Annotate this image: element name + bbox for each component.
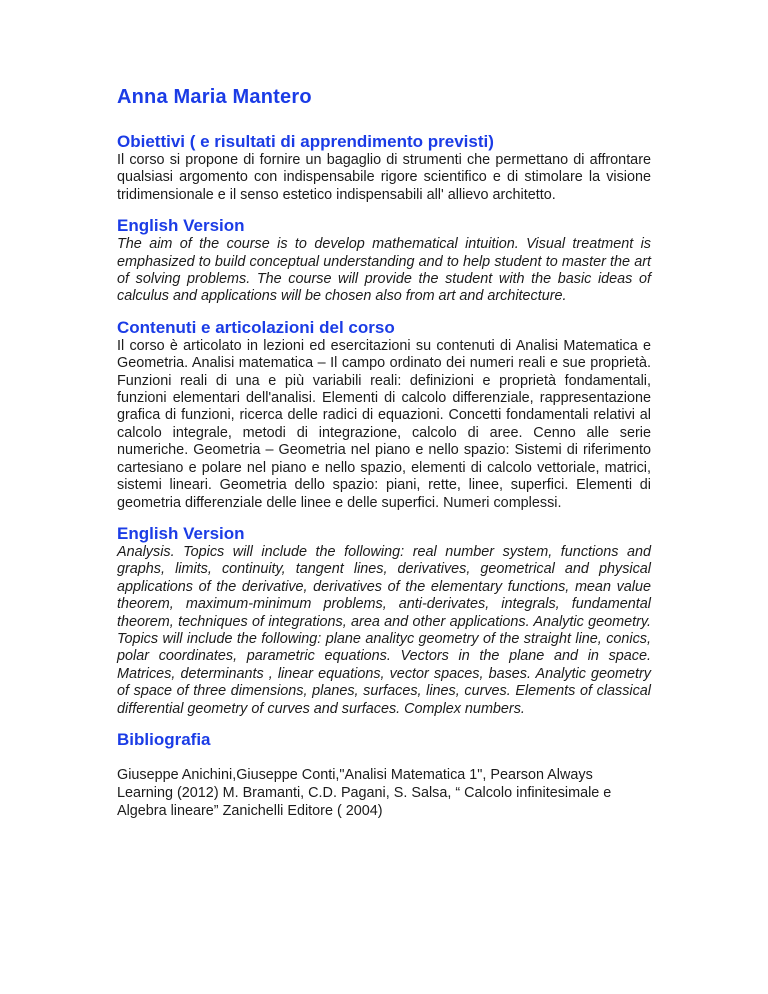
- section-body-english-version-1: The aim of the course is to develop mathematical intuition. Visual treatment is emphasized to build conceptual understanding and to help student to master the art of solving problems. The course will provide the student with the basic ideas of calculus and applications will be chosen also from art and architecture.: [117, 236, 651, 305]
- section-english-version-1: [117, 216, 651, 306]
- section-body-bibliografia: Giuseppe Anichini,Giuseppe Conti,"Analisi Matematica 1", Pearson Always Learning (2012) M. Bramanti, C.D. Pagani, S. Salsa, “ Calcolo infinitesimale e Algebra lineare” Zanichelli Editore ( 2004): [117, 766, 612, 819]
- section-bibliografia: [117, 730, 651, 820]
- section-body-obiettivi: Il corso si propone di fornire un bagaglio di strumenti che permettano di affrontare qualsiasi argomento con indispensabile rigore scientifico e di stimolare la visione tridimensionale e il senso estetico indispensabili all' allievo architetto.: [117, 152, 651, 203]
- section-heading-obiettivi: Obiettivi ( e risultati di apprendimento previsti): [117, 132, 494, 151]
- author-name: Anna Maria Mantero: [117, 86, 312, 108]
- section-body-contenuti: Il corso è articolato in lezioni ed esercitazioni su contenuti di Analisi Matematica e Geometria. Analisi matematica – Il campo ordinato dei numeri reali e sue proprietà. Funzioni reali di una e più variabili reali: definizioni e proprietà fondamentali, funzioni elementari dell'analisi. Elementi di calcolo differenziale, rappresentazione grafica di funzioni, ricerca delle radici di equazioni. Concetti fondamentali relativi al calcolo integrale, metodi di integrazione, calcolo di aree. Cenno alle serie numeriche. Geometria – Geometria nel piano e nello spazio: Sistemi di riferimento cartesiano e polare nel piano e nello spazio, elementi di calcolo vettoriale, matrici, sistemi lineari. Geometria dello spazio: piani, rette, linee, superfici. Elementi di geometria differenziale delle linee e delle superfici. Numeri complessi.: [117, 337, 651, 511]
- section-body-english-version-2: Analysis. Topics will include the following: real number system, functions and graphs, limits, continuity, tangent lines, derivatives, geometrical and physical applications of the derivative, derivatives of the elementary functions, mean value theorem, maximum-minimum problems, anti-derivates, integrals, fundamental theorem, techniques of integrations, area and other applications. Analytic geometry. Topics will include the following: plane analityc geometry of the straight line, conics, polar coordinates, parametric equations. Vectors in the plane and in space. Matrices, determinants , linear equations, vector spaces, bases. Analytic geometry of space of three dimensions, planes, surfaces, lines, curves. Elements of classical differential geometry of curves and surfaces. Complex numbers.: [117, 543, 651, 717]
- section-heading-english-version-2: English Version: [117, 523, 245, 543]
- document-content: [117, 86, 651, 832]
- section-obiettivi: [117, 132, 651, 204]
- section-english-version-2: [117, 524, 651, 718]
- section-heading-bibliografia: Bibliografia: [117, 729, 211, 749]
- section-heading-contenuti: Contenuti e articolazioni del corso: [117, 317, 395, 337]
- section-contenuti: [117, 318, 651, 512]
- section-heading-english-version-1: English Version: [117, 216, 245, 236]
